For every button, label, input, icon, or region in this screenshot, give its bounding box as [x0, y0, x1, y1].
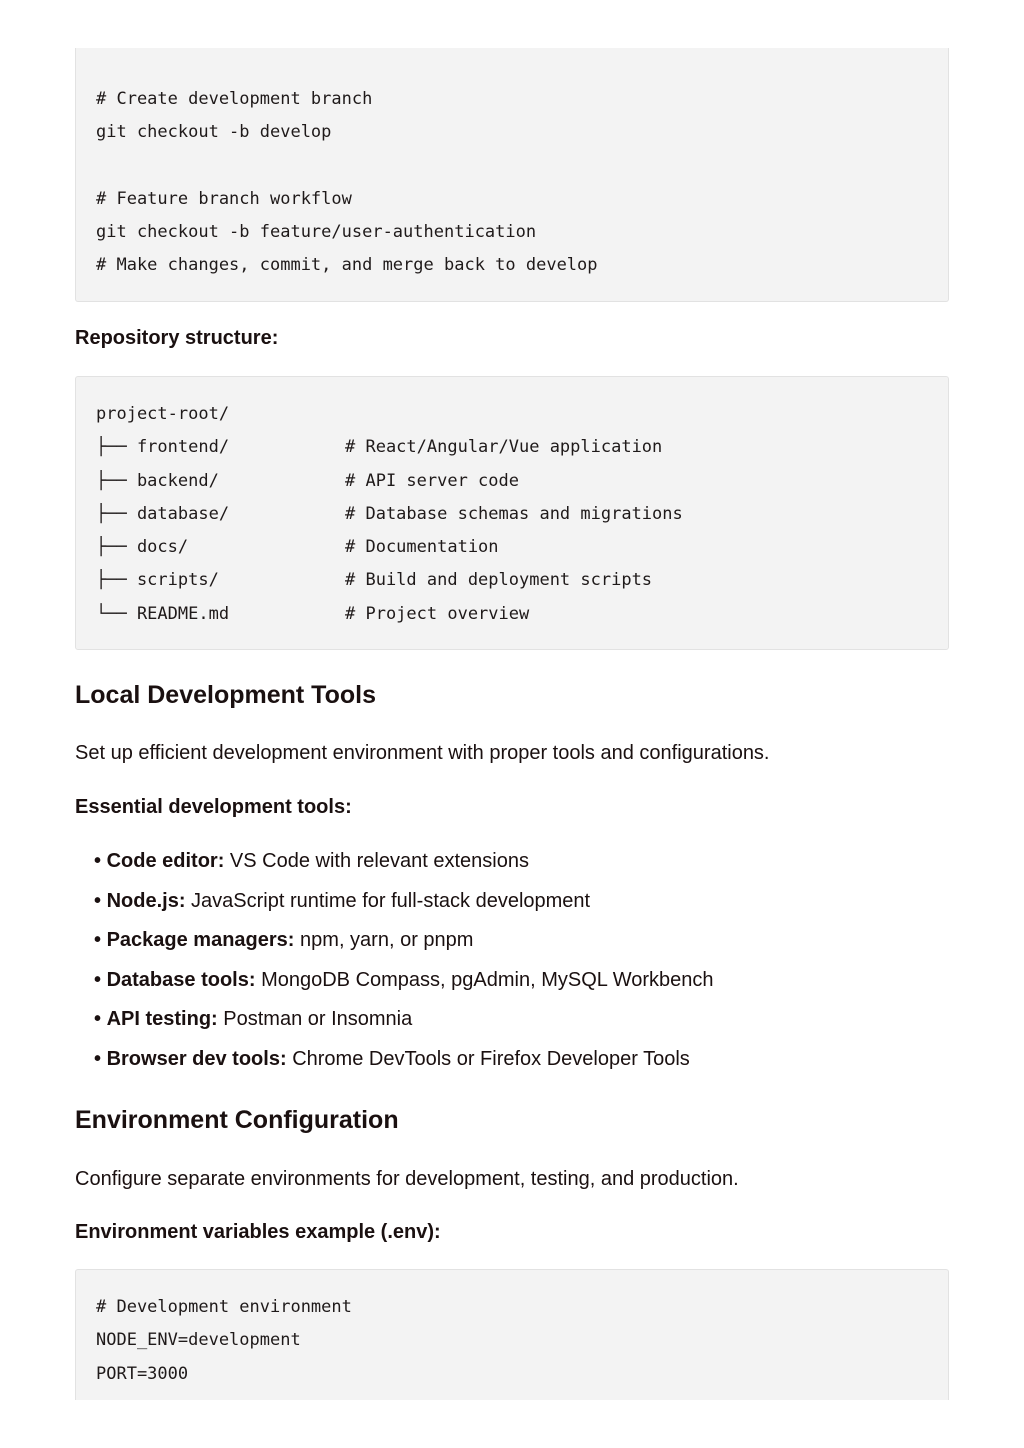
list-item-term: Browser dev tools: — [106, 1047, 287, 1070]
tree-comment: # React/Angular/Vue application — [345, 437, 663, 458]
tree-row — [96, 598, 928, 631]
list-item-term: Package managers: — [106, 929, 295, 951]
tree-comment: # API server code — [345, 470, 519, 491]
code-line: # Make changes, commit, and merge back to develop — [96, 255, 598, 276]
tree-path: ├── scripts/ — [96, 570, 219, 591]
tree-comment: # Documentation — [345, 537, 499, 558]
section-heading-local-tools: Local Development Tools — [75, 681, 376, 709]
list-item — [94, 965, 714, 1005]
list-item-desc: npm, yarn, or pnpm — [300, 929, 474, 951]
list-item-term: API testing: — [106, 1008, 218, 1030]
tree-row — [96, 564, 928, 597]
bullet-glyph: • — [94, 1047, 102, 1070]
tree-path: └── README.md — [96, 603, 230, 624]
code-line: # Create development branch — [96, 89, 373, 109]
tree-path: ├── docs/ — [96, 537, 189, 558]
tree-comment: # Build and deployment scripts — [345, 570, 653, 591]
essential-tools-label: Essential development tools: — [75, 796, 352, 818]
tree-row — [96, 531, 928, 564]
code-line: git checkout -b develop — [96, 122, 332, 143]
code-line: # Feature branch workflow — [96, 188, 352, 209]
tree-row — [96, 431, 928, 464]
code-line: NODE_ENV=development — [96, 1330, 301, 1351]
tree-row — [96, 498, 928, 531]
list-item — [94, 846, 714, 886]
tree-comment: # Project overview — [345, 603, 530, 624]
env-variables-code-block — [75, 1269, 949, 1400]
section-heading-env-config: Environment Configuration — [75, 1106, 399, 1134]
list-item-desc: VS Code with relevant extensions — [229, 850, 529, 872]
code-line: # Development environment — [96, 1297, 352, 1317]
env-config-intro: Configure separate environments for development, testing, and production. — [75, 1168, 739, 1190]
repo-structure-label: Repository structure: — [75, 327, 279, 349]
list-item-term: Node.js: — [106, 889, 186, 912]
tree-path: ├── frontend/ — [96, 437, 230, 458]
tree-path: ├── database/ — [96, 503, 230, 524]
repo-structure-code-block — [75, 376, 949, 650]
list-item-desc: MongoDB Compass, pgAdmin, MySQL Workbench — [261, 968, 714, 991]
list-item-term: Code editor: — [106, 850, 225, 872]
list-item-desc: Postman or Insomnia — [223, 1008, 413, 1030]
tree-path: ├── backend/ — [96, 470, 219, 491]
code-line: PORT=3000 — [96, 1363, 189, 1384]
tools-list — [94, 846, 714, 1083]
list-item-desc: Chrome DevTools or Firefox Developer Tools — [292, 1047, 690, 1070]
env-variables-label: Environment variables example (.env): — [75, 1221, 441, 1243]
list-item — [94, 1044, 714, 1084]
code-line: git checkout -b feature/user-authentication — [96, 222, 537, 243]
list-item — [94, 886, 714, 926]
bullet-glyph: • — [94, 968, 102, 991]
bullet-glyph: • — [94, 889, 102, 912]
bullet-glyph: • — [94, 850, 102, 872]
list-item-desc: JavaScript runtime for full-stack development — [191, 889, 591, 912]
tree-comment: # Database schemas and migrations — [345, 503, 683, 524]
git-workflow-code-block — [75, 48, 949, 302]
tree-root: project-root/ — [96, 404, 230, 424]
list-item — [94, 1004, 714, 1044]
bullet-glyph: • — [94, 1008, 102, 1030]
list-item-term: Database tools: — [106, 968, 256, 991]
code-line — [96, 150, 928, 183]
tree-row — [96, 465, 928, 498]
bullet-glyph: • — [94, 929, 102, 951]
local-tools-intro: Set up efficient development environment with proper tools and configurations. — [75, 742, 770, 764]
list-item — [94, 925, 714, 965]
